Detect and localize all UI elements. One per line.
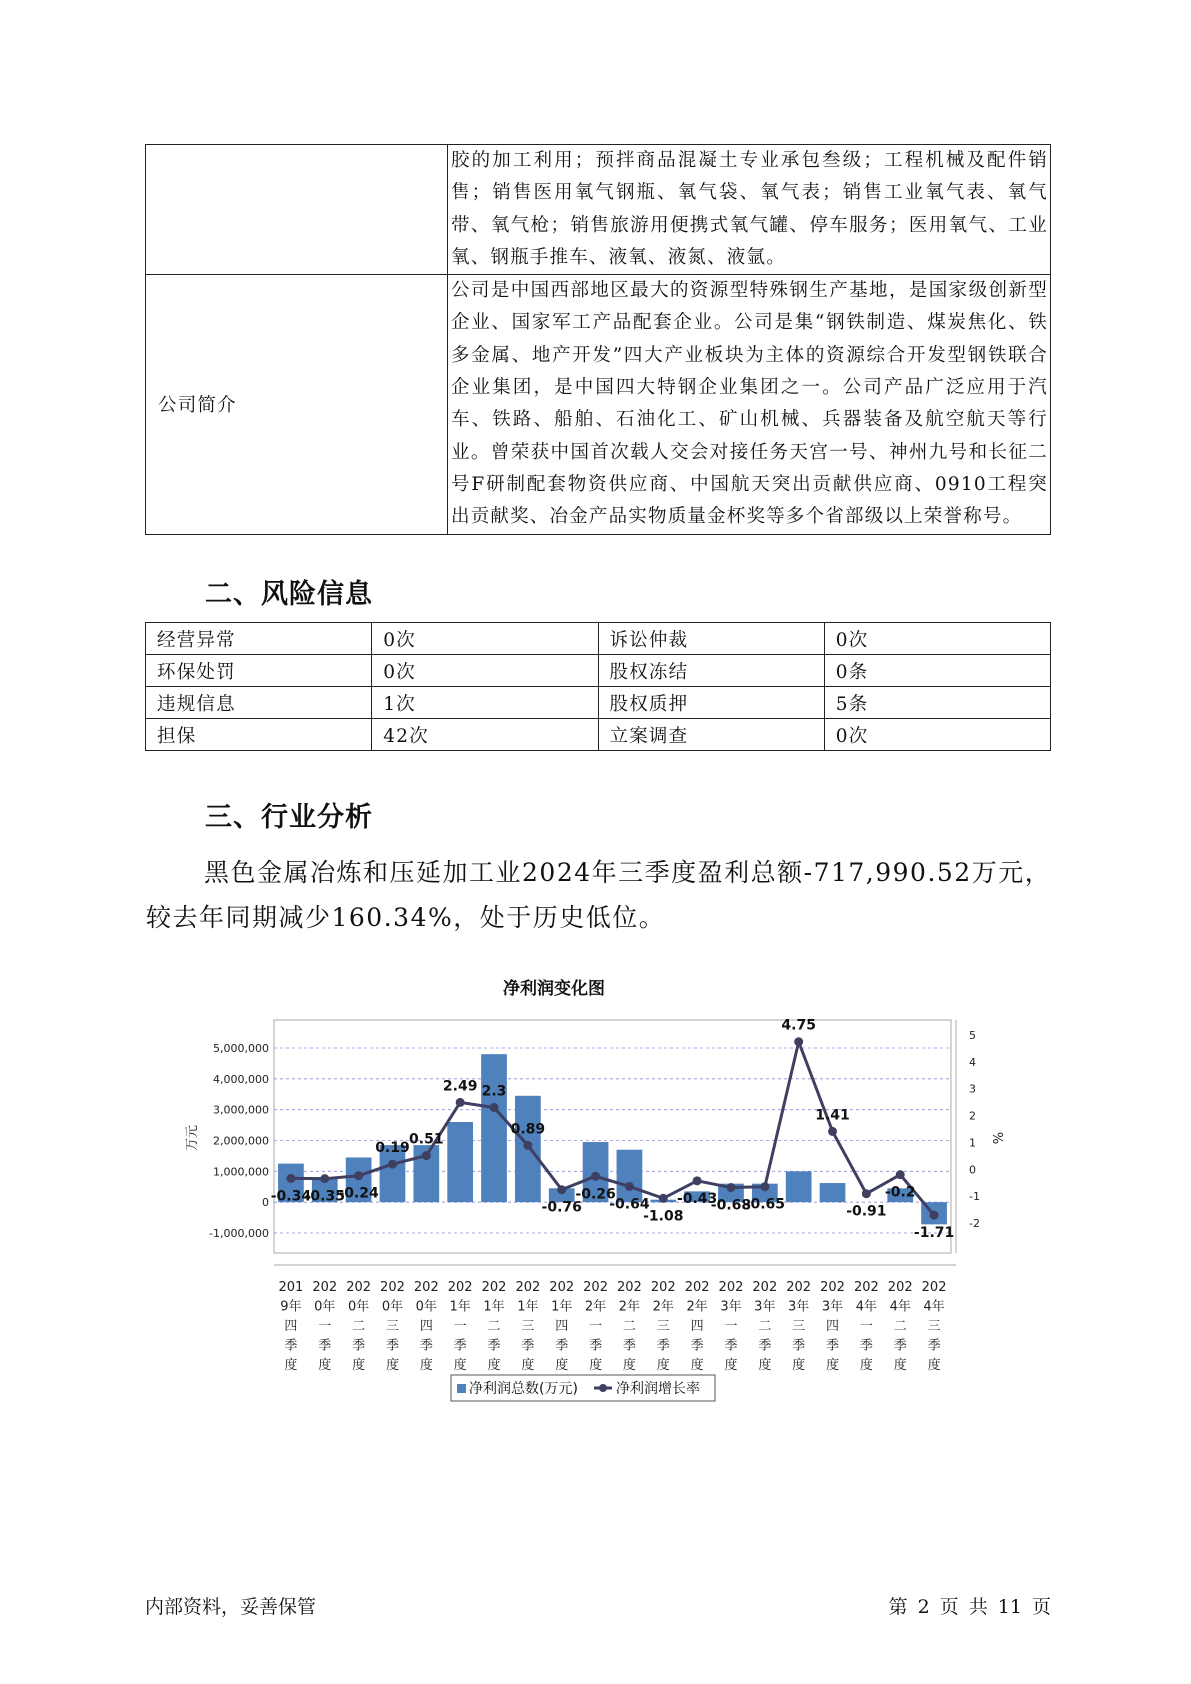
x-tick-label: 季 [555,1338,569,1354]
x-tick-label: 3年 [788,1299,810,1315]
y-right-tick-label: 2 [969,1109,976,1123]
y-left-tick-label: 0 [262,1196,269,1210]
company-info-table [145,144,1051,535]
growth-rate-point [456,1098,465,1107]
x-tick-label: 一 [453,1319,467,1334]
business-scope-text: 胶的加工利用；预拌商品混凝土专业承包叁级；工程机械及配件销售；销售医用氧气钢瓶、氧气袋、氧气表；销售工业氧气表、氧气带、氧气枪；销售旅游用便携式氧气罐、停车服务；医用氧气、工业氧、钢瓶手推车、液氧、液氮、液氩。 [448,145,1051,275]
x-tick-label: 季 [927,1338,941,1354]
growth-rate-data-label: -0.76 [541,1199,582,1216]
x-tick-label: 0年 [381,1299,404,1315]
growth-rate-data-label: -1.71 [913,1225,955,1242]
growth-rate-data-label: -0.64 [609,1196,650,1213]
x-tick-label: 四 [284,1319,298,1334]
growth-rate-data-label: 0.51 [409,1131,444,1148]
x-tick-label: 2年 [686,1299,708,1315]
x-tick-label: 度 [792,1358,806,1373]
x-tick-label: 202 [413,1280,439,1295]
growth-rate-point [591,1172,600,1181]
x-tick-label: 202 [887,1280,913,1295]
x-tick-label: 四 [690,1319,704,1334]
footer-page-number: 第 2 页 共 11 页 [888,1596,1051,1618]
growth-rate-point [625,1182,634,1191]
x-tick-label: 度 [318,1358,332,1373]
y-left-tick-label: 1,000,000 [213,1165,269,1179]
x-tick-label: 4年 [889,1299,911,1315]
x-tick-label: 0年 [415,1299,437,1315]
legend-bar-label: 净利润总数(万元) [469,1381,578,1397]
x-tick-label: 季 [284,1338,298,1354]
y-right-tick-label: 1 [969,1136,976,1150]
x-tick-label: 202 [921,1280,947,1295]
table-row [146,687,1051,719]
growth-rate-point [828,1127,837,1136]
growth-rate-point [286,1174,295,1183]
section-title-industry: 三、行业分析 [205,802,373,833]
y-right-tick-label: -1 [969,1190,980,1204]
y-right-tick-label: 0 [969,1163,976,1177]
x-tick-label: 度 [927,1358,941,1373]
company-intro-text: 公司是中国西部地区最大的资源型特殊钢生产基地，是国家级创新型企业、国家军工产品配套企业。公司是集“钢铁制造、煤炭焦化、铁多金属、地产开发”四大产业板块为主体的资源综合开发型钢铁联合企业集团，是中国四大特钢企业集团之一。公司产品广泛应用于汽车、铁路、船舶、石油化工、矿山机械、兵器装备及航空航天等行业。曾荣获中国首次载人交会对接任务天宫一号、神州九号和长征二号F研制配套物资供应商、中国航天突出贡献供应商、0910工程突出贡献奖、冶金产品实物质量金杯奖等多个省部级以上荣誉称号。 [448,275,1051,534]
y-right-tick-label: 3 [969,1082,976,1096]
x-tick-label: 二 [487,1319,501,1334]
x-tick-label: 3年 [821,1299,844,1315]
growth-rate-data-label: -0.2 [884,1184,916,1201]
x-tick-label: 9年 [280,1299,302,1315]
x-tick-label: 度 [859,1358,873,1373]
y-right-tick-label: 4 [969,1055,976,1069]
risk-cell: 1次 [372,687,598,719]
legend-bar-swatch [457,1384,466,1393]
x-tick-label: 季 [385,1338,399,1354]
x-tick-label: 季 [589,1338,603,1354]
x-tick-label: 3年 [754,1299,776,1315]
x-tick-label: 季 [690,1338,704,1354]
growth-rate-point [320,1174,329,1183]
x-tick-label: 202 [481,1280,507,1295]
growth-rate-data-label: 0.89 [510,1121,546,1138]
bar [617,1150,643,1202]
risk-cell: 5条 [824,687,1050,719]
x-tick-label: 202 [650,1280,676,1295]
y-left-tick-label: 3,000,000 [213,1103,269,1117]
growth-rate-point [388,1160,397,1169]
table-row [146,719,1051,751]
growth-rate-data-label: -0.26 [575,1186,616,1203]
bar [481,1054,507,1202]
x-tick-label: 二 [622,1319,636,1334]
risk-cell: 经营异常 [146,623,372,655]
industry-paragraph-text: 黑色金属冶炼和压延加工业2024年三季度盈利总额-717,990.52万元，较去年同期减少160.34%，处于历史低位。 [146,858,1052,932]
risk-cell: 0条 [824,655,1050,687]
x-tick-label: 202 [617,1280,642,1295]
x-tick-label: 度 [622,1358,636,1373]
legend-line-label: 净利润增长率 [616,1381,700,1397]
bar [820,1183,846,1202]
x-tick-label: 度 [453,1358,467,1373]
industry-paragraph [146,850,1056,940]
x-tick-label: 季 [758,1338,772,1354]
growth-rate-point [354,1171,363,1180]
bar [447,1122,473,1202]
y-right-tick-label: -2 [969,1217,980,1230]
y-right-tick-label: 5 [969,1029,976,1042]
x-tick-label: 度 [352,1358,366,1373]
x-tick-label: 202 [515,1280,541,1295]
risk-cell: 42次 [372,719,598,751]
x-tick-label: 季 [487,1338,501,1354]
x-tick-label: 202 [684,1280,710,1295]
risk-cell: 诉讼仲裁 [598,623,824,655]
x-tick-label: 季 [622,1338,636,1354]
growth-rate-data-label: -1.08 [643,1208,684,1225]
x-tick-label: 202 [853,1280,879,1295]
growth-rate-data-label: -0.43 [676,1190,718,1207]
x-tick-label: 201 [278,1280,304,1295]
row-label-empty [146,145,448,275]
x-tick-label: 季 [521,1338,535,1354]
risk-cell: 0次 [824,719,1050,751]
y-left-tick-label: -1,000,000 [209,1227,269,1240]
x-tick-label: 202 [312,1280,338,1295]
x-tick-label: 4年 [855,1299,878,1315]
x-tick-label: 4年 [923,1299,945,1315]
x-tick-label: 1年 [449,1299,471,1315]
x-tick-label: 三 [521,1319,535,1334]
growth-rate-data-label: 0.19 [375,1140,410,1157]
risk-cell: 股权质押 [598,687,824,719]
x-tick-label: 四 [555,1319,569,1334]
x-tick-label: 度 [893,1358,907,1373]
x-tick-label: 度 [758,1358,772,1373]
risk-info-table [145,622,1051,751]
growth-rate-point [794,1037,803,1046]
risk-cell: 环保处罚 [146,655,372,687]
x-tick-label: 四 [826,1319,840,1334]
x-tick-label: 1年 [551,1299,573,1315]
x-tick-label: 2年 [618,1299,641,1315]
x-tick-label: 三 [656,1319,670,1334]
x-tick-label: 季 [859,1338,873,1354]
x-tick-label: 一 [318,1319,332,1334]
x-tick-label: 度 [487,1358,501,1373]
net-profit-chart [176,970,1004,1430]
x-tick-label: 度 [826,1358,840,1373]
risk-cell: 0次 [824,623,1050,655]
x-tick-label: 202 [583,1280,608,1295]
x-tick-label: 三 [927,1319,941,1334]
x-tick-label: 202 [447,1280,473,1295]
risk-cell: 股权冻结 [598,655,824,687]
risk-cell: 立案调查 [598,719,824,751]
risk-cell: 0次 [372,655,598,687]
y-left-tick-label: 2,000,000 [213,1134,269,1148]
x-tick-label: 季 [352,1338,366,1354]
growth-rate-point [490,1103,499,1112]
y-left-tick-label: 4,000,000 [213,1072,269,1086]
x-tick-label: 三 [385,1319,399,1334]
x-tick-label: 度 [385,1358,399,1373]
x-tick-label: 0年 [347,1299,370,1315]
footer-confidential: 内部资料，妥善保管 [145,1596,317,1618]
legend-line-marker [599,1384,607,1392]
growth-rate-data-label: -0.65 [744,1196,786,1213]
table-row [146,623,1051,655]
growth-rate-point [726,1183,735,1192]
growth-rate-point [896,1170,905,1179]
x-tick-label: 202 [752,1280,778,1295]
x-tick-label: 季 [453,1338,467,1354]
growth-rate-point [659,1194,668,1203]
x-tick-label: 季 [792,1338,806,1354]
growth-rate-point [760,1182,769,1191]
x-tick-label: 度 [656,1358,670,1373]
x-tick-label: 度 [419,1358,433,1373]
section-title-risk: 二、风险信息 [205,579,373,610]
growth-rate-data-label: 1.41 [815,1107,850,1124]
table-row [146,145,1051,275]
x-tick-label: 2年 [584,1299,607,1315]
x-tick-label: 1年 [517,1299,539,1315]
x-tick-label: 2年 [652,1299,674,1315]
growth-rate-point [557,1185,566,1194]
x-tick-label: 二 [893,1319,907,1334]
x-tick-label: 一 [724,1319,738,1334]
x-tick-label: 季 [893,1338,907,1354]
growth-rate-data-label: -0.34 [270,1188,312,1205]
x-tick-label: 度 [521,1358,535,1373]
x-tick-label: 一 [589,1319,603,1334]
x-tick-label: 202 [820,1280,845,1295]
x-tick-label: 度 [589,1358,603,1373]
y-left-axis-title: 万元 [185,1124,200,1152]
x-tick-label: 二 [352,1319,366,1334]
x-tick-label: 度 [555,1358,569,1373]
table-row [146,655,1051,687]
x-tick-label: 季 [826,1338,840,1354]
growth-rate-data-label: 2.3 [481,1083,507,1100]
x-tick-label: 季 [419,1338,433,1354]
x-tick-label: 度 [284,1358,298,1373]
chart-title: 净利润变化图 [503,979,605,999]
x-tick-label: 202 [549,1280,575,1295]
x-tick-label: 季 [724,1338,738,1354]
x-tick-label: 202 [718,1280,744,1295]
x-tick-label: 度 [724,1358,738,1373]
bar [786,1171,812,1202]
x-tick-label: 三 [792,1319,806,1334]
growth-rate-point [523,1141,532,1150]
x-tick-label: 四 [419,1319,433,1334]
x-tick-label: 一 [859,1319,873,1334]
risk-cell: 担保 [146,719,372,751]
table-row [146,275,1051,534]
y-right-axis-title: % [989,1131,1004,1145]
growth-rate-point [862,1189,871,1198]
y-left-tick-label: 5,000,000 [213,1042,269,1055]
growth-rate-point [422,1151,431,1160]
x-tick-label: 202 [380,1280,405,1295]
x-tick-label: 季 [656,1338,670,1354]
x-tick-label: 1年 [483,1299,505,1315]
risk-cell: 违规信息 [146,687,372,719]
x-tick-label: 3年 [720,1299,742,1315]
growth-rate-data-label: 2.49 [442,1078,478,1095]
risk-cell: 0次 [372,623,598,655]
x-tick-label: 0年 [314,1299,336,1315]
x-tick-label: 季 [318,1338,332,1354]
x-tick-label: 二 [758,1319,772,1334]
company-intro-label: 公司简介 [146,275,448,534]
x-tick-label: 度 [690,1358,704,1373]
x-tick-label: 202 [786,1280,812,1295]
growth-rate-point [930,1211,939,1220]
growth-rate-data-label: -0.35 [304,1188,345,1205]
growth-rate-data-label: -0.24 [338,1185,379,1202]
growth-rate-data-label: -0.91 [846,1203,887,1220]
growth-rate-point [693,1176,702,1185]
x-tick-label: 202 [346,1280,372,1295]
growth-rate-data-label: 4.75 [781,1017,816,1034]
growth-rate-data-label: -0.68 [710,1197,752,1214]
